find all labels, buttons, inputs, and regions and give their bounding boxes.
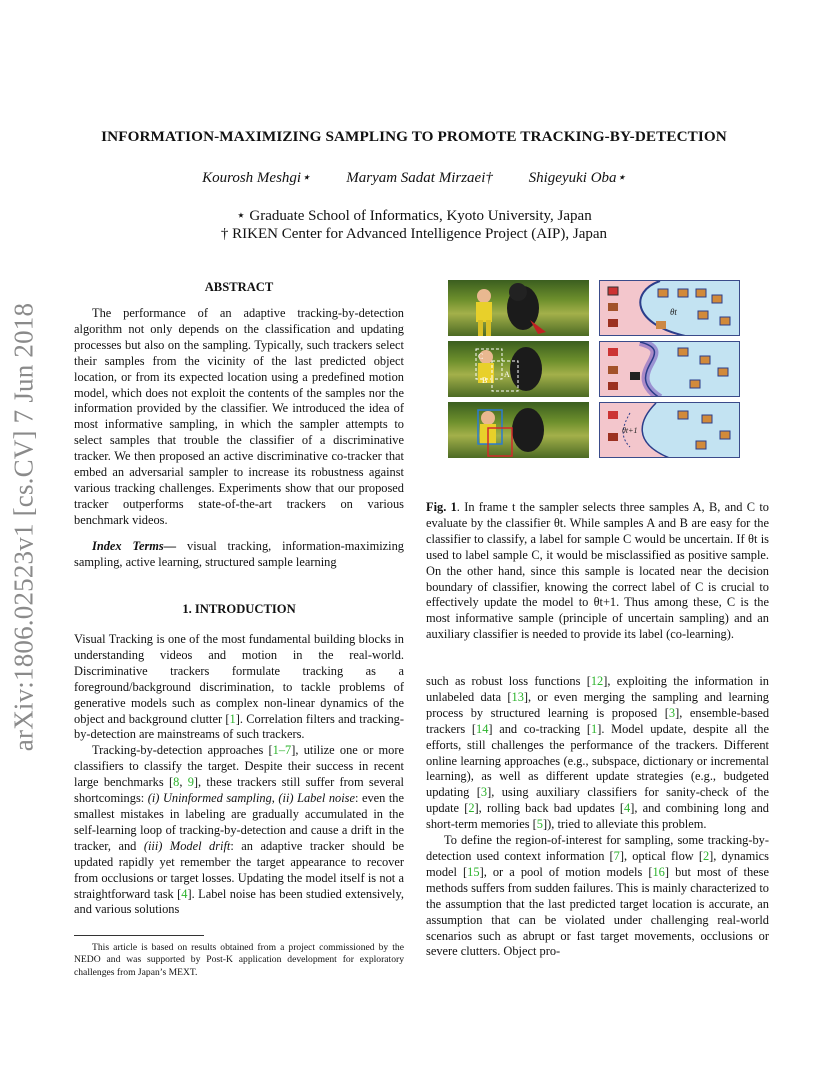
author: Shigeyuki Oba⋆ [528, 170, 626, 186]
paragraph: Visual Tracking is one of the most fundamental building blocks in understanding videos and motion in the real-world. Discriminative trackers formulate tracking as a foreground/background discrimination, to tackle problems of generative models such as complex non-linear dynamics of the object and background clutter [1]. Correlation filters and tracking-by-detection are mainstreams of such trackers. [74, 632, 404, 742]
citation-link[interactable]: 15 [467, 864, 480, 879]
citation-link[interactable]: 1–7 [272, 743, 292, 758]
citation-link[interactable]: 5 [536, 817, 543, 832]
index-terms-label: Index Terms— [92, 538, 177, 553]
abstract-heading: ABSTRACT [204, 280, 274, 294]
arxiv-sidebar [4, 292, 44, 762]
figure-caption: Fig. 1. In frame t the sampler selects three samples A, B, and C to evaluate by the classifier θt. While samples A and B are easy for the classifier to classify, a label for sample C would be uncertain. If θt is used to label sample C, it would be misclassified as positive sample. On the other hand, since this sample is located near the decision boundary of classifier, knowing the correct label of C is crucial to effectively update the model to θt+1. Thus among these, C is the most informative sample (principle of uncertain sampling) and an auxiliary classifier is needed to provide its label (co-learning). [426, 500, 769, 642]
video-frame-image [448, 402, 589, 458]
author: Kourosh Meshgi⋆ [202, 170, 311, 186]
arxiv-id: arXiv:1806.02523v1 [cs.CV] 7 Jun 2018 [8, 302, 39, 752]
citation-link[interactable]: 4 [624, 801, 631, 816]
citation-link[interactable]: 16 [652, 864, 665, 879]
figure-1 [448, 280, 740, 458]
paragraph: Tracking-by-detection approaches [1–7], utilize one or more classifiers to classify the target. Despite their success in recent large benchmarks [8, 9], these trackers still suffer from several shortcomings: (i) Uninformed sampling, (ii) Label noise: even the smallest mistakes in labeling are gradually accumulated in the self-learning loop of tracking-by-detection and cause a drift in the tracker, and (iii) Model drift: an adaptive tracker should be updated rapidly yet remember the target appearance to recover from occlusions or target losses. Updating the model itself is not a straightforward task [4]. Label noise has been studied extensively, and various solutions [74, 743, 404, 917]
affiliation: ⋆ Graduate School of Informatics, Kyoto University, Japan [236, 208, 592, 224]
figure-label: Fig. 1 [426, 500, 457, 514]
decision-boundary-diagram [599, 402, 740, 458]
citation-link[interactable]: 8 [173, 775, 180, 790]
author: Maryam Sadat Mirzaei† [346, 170, 493, 186]
intro-body [74, 632, 404, 918]
footnote: This article is based on results obtained from a project commissioned by the NEDO and was supported by Post-K application development for exploratory challenges from Japan’s MEXT. [74, 942, 404, 978]
decision-boundary-diagram [599, 280, 740, 336]
paper-title: INFORMATION-MAXIMIZING SAMPLING TO PROMOTE TRACKING-BY-DETECTION [101, 128, 727, 145]
decision-boundary-diagram [599, 341, 740, 397]
index-terms-text: visual tracking, information-maximizing sampling, active learning, structured sample learning [74, 538, 404, 569]
paragraph: such as robust loss functions [12], exploiting the information in unlabeled data [13], or even merging the sampling and learning process by structured learning is proposed [3], ensemble-based trackers [14] and co-tracking [1]. Model update, despite all the efforts, still challenges the performance of the trackers. Different online learning approaches (e.g., subspace, dictionary or incremental learning), as well as different update strategies (e.g., budgeted updating [3], using auxiliary classifiers for sanity-check of the update [2], rolling back bad updates [4], and combining long and short-term memories [5]), tried to alleviate this problem. [426, 674, 770, 832]
citation-link[interactable]: 9 [187, 775, 194, 790]
citation-link[interactable]: 7 [613, 848, 620, 863]
citation-link[interactable]: 3 [480, 785, 488, 800]
affiliation: † RIKEN Center for Advanced Intelligence Project (AIP), Japan [220, 226, 608, 242]
citation-link[interactable]: 1 [229, 711, 236, 726]
citation-link[interactable]: 12 [590, 674, 604, 688]
citation-link[interactable]: 13 [511, 689, 524, 704]
citation-link[interactable]: 14 [476, 721, 489, 736]
citation-link[interactable]: 2 [702, 848, 710, 863]
section-heading-introduction: 1. INTRODUCTION [182, 602, 296, 616]
theta-t-label: θt [670, 307, 677, 317]
svg-text:B: B [482, 376, 488, 385]
index-terms [74, 539, 404, 571]
citation-link[interactable]: 4 [181, 886, 188, 901]
citation-link[interactable]: 1 [591, 721, 598, 736]
theta-t1-label: θt+1 [622, 426, 638, 435]
paragraph: To define the region-of-interest for sampling, some tracking-by-detection used context information [7], optical flow [2], dynamics model [15], or a pool of motion models [16] but most of these methods suffers from sudden failures. This is mainly characterized to the assumption that the last predicted target location is accurate, an assumption that can be violated under challenging real-world scenarios such as abrupt or fast target movements, occlusions or severe clutters. Object pro- [426, 833, 769, 959]
video-frame-image [448, 280, 589, 336]
abstract-body [74, 306, 404, 571]
footnote-rule [74, 935, 204, 936]
svg-text:C: C [478, 352, 484, 361]
abstract-text: The performance of an adaptive tracking-by-detection algorithm not only depends on the classification and updating processes but also on the sampling. Typically, such trackers select their samples from the vicinity of the last predicted object location, or from its expected location using a predefined motion model, which does not exploit the contents of the samples nor the information provided by the classifier. We introduced the idea of most informative sampling, in which the sampler attempts to select samples that trouble the classifier of a discriminative tracker. We then proposed an active discriminative co-tracker that embed an adversarial sampler to increase its robustness against various tracking challenges. Experiments show that our proposed tracker outperforms state-of-the-art trackers on various benchmark videos. [74, 306, 404, 527]
citation-link[interactable]: 2 [468, 801, 475, 816]
author-list [60, 168, 768, 187]
right-column-body [426, 674, 769, 960]
svg-text:A: A [504, 370, 510, 379]
citation-link[interactable]: 3 [668, 705, 676, 720]
video-frame-image [448, 341, 589, 397]
